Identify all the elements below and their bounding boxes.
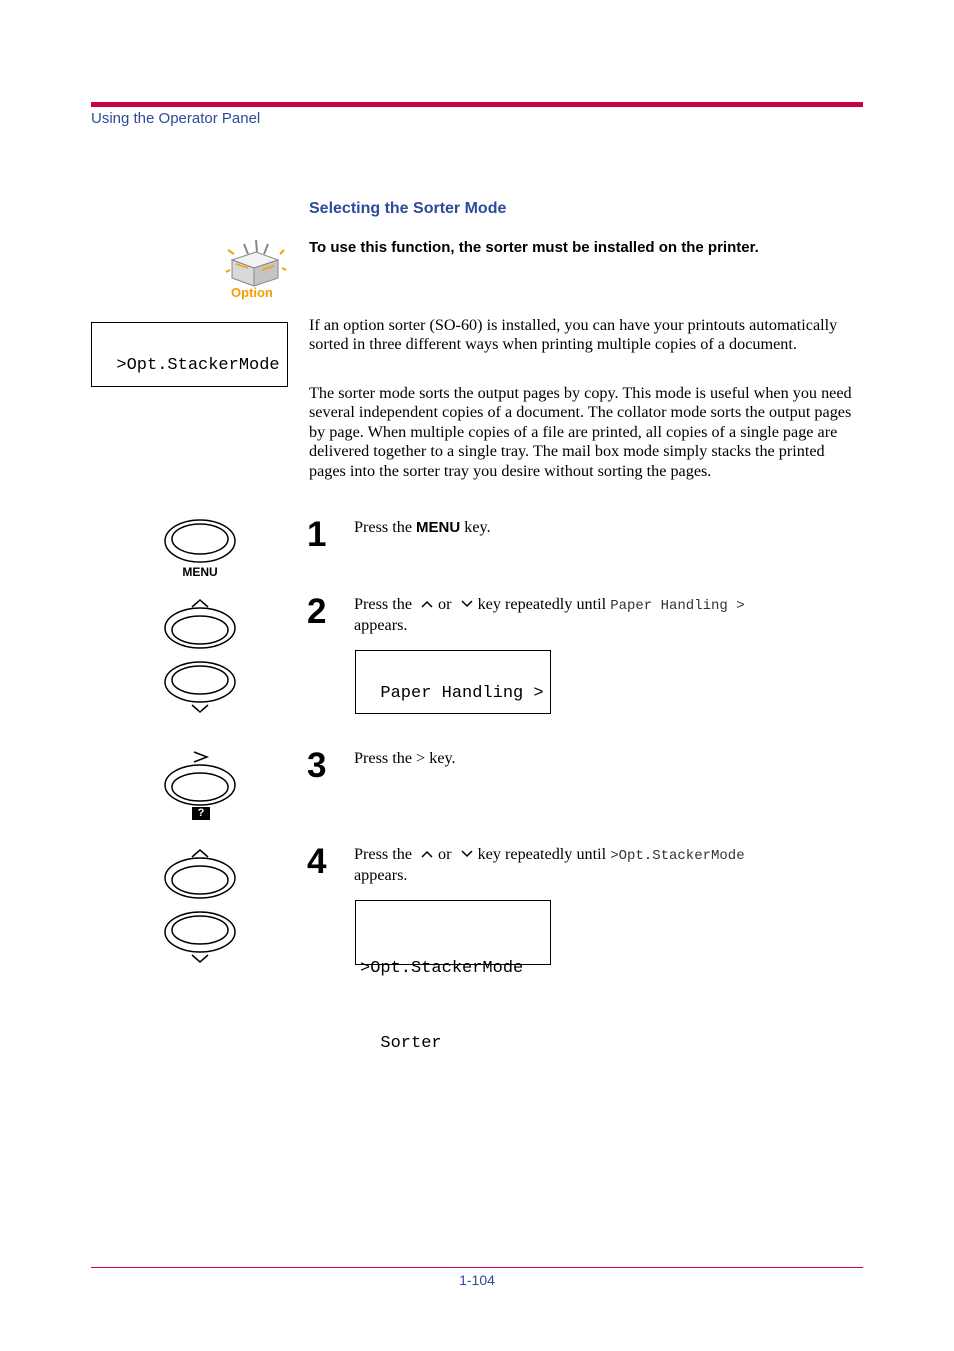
help-key-badge: ? (197, 807, 205, 819)
step-number: 2 (307, 592, 327, 631)
down-key[interactable] (165, 662, 235, 712)
step-number: 3 (307, 746, 327, 785)
lcd-line: Paper Handling > (380, 684, 544, 703)
step-1-text: Press the MENU key. (354, 518, 491, 536)
step-3-text: Press the > key. (354, 749, 456, 767)
menu-key-label: MENU (182, 565, 218, 579)
right-key[interactable] (163, 749, 237, 824)
intro-paragraph: If an option sorter (SO-60) is installed, you can have your printouts automatically sorted in three different ways when printing multiple copies of a document. (309, 316, 838, 354)
option-badge (226, 240, 286, 300)
lcd-display-step2 (355, 650, 551, 714)
up-key[interactable] (165, 600, 235, 648)
up-down-keys-step4 (163, 847, 237, 967)
up-arrow-icon (420, 849, 434, 859)
lcd-line: Sorter (360, 1034, 442, 1053)
option-label: Option (231, 285, 273, 300)
lcd-display-intro (91, 322, 288, 387)
up-key[interactable] (165, 850, 235, 898)
up-down-keys-step2 (163, 597, 237, 717)
printer-option-icon (226, 240, 286, 286)
menu-key[interactable] (163, 519, 237, 581)
installation-warning: To use this function, the sorter must be installed on the printer. (309, 239, 759, 256)
down-arrow-icon (460, 599, 474, 609)
lcd-line: >Opt.StackerMode (360, 959, 524, 978)
step-number: 4 (307, 842, 327, 881)
menu-key-shape (163, 519, 237, 563)
step-number: 1 (307, 515, 327, 554)
inline-lcd-text: Paper Handling > (610, 598, 745, 614)
running-header: Using the Operator Panel (91, 110, 261, 127)
down-arrow-icon (460, 849, 474, 859)
inline-lcd-text: >Opt.StackerMode (610, 848, 745, 864)
menu-key-name: MENU (416, 519, 461, 536)
header-rule (91, 102, 863, 107)
right-arrow-icon (194, 752, 207, 762)
intro-paragraph: The sorter mode sorts the output pages by copy. This mode is useful when you need several independent copies of a document. The collator mode sorts the output pages by page. When multiple copies of a file are printed, all copies of a single page are delivered together to a single tray. The mail box mode simply stacks the printed pages into the sorter tray you desire without sorting the pages. (309, 384, 852, 480)
page-number: 1-104 (459, 1272, 495, 1288)
down-key[interactable] (165, 912, 235, 962)
step-4-text: Press the or key repeatedly until >Opt.StackerMode appears. (354, 845, 745, 885)
step-2-text: Press the or key repeatedly until Paper Handling > appears. (354, 595, 745, 635)
lcd-display-step4 (355, 900, 551, 1053)
up-arrow-icon (420, 599, 434, 609)
section-title: Selecting the Sorter Mode (309, 200, 507, 217)
lcd-line: >Opt.StackerMode (116, 356, 280, 375)
footer-rule (91, 1267, 863, 1268)
